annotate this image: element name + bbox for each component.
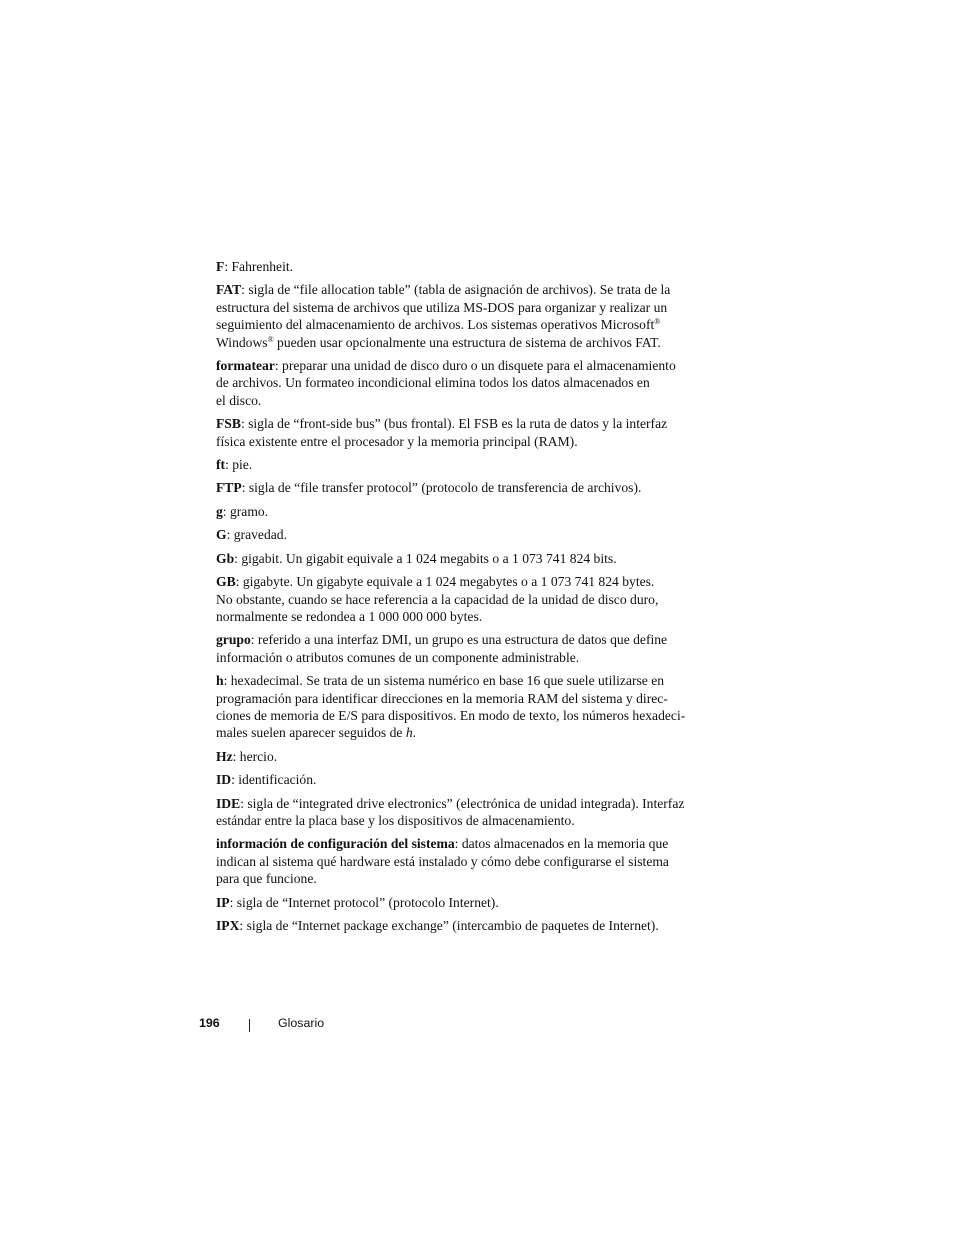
glossary-definition: Windows xyxy=(216,334,268,350)
glossary-definition: : datos almacenados en la memoria que xyxy=(454,836,669,852)
registered-mark: ® xyxy=(267,334,274,344)
entry-line xyxy=(216,526,716,543)
glossary-term: h xyxy=(216,673,224,689)
entry-line: información o atributos comunes de un componente administrable. xyxy=(216,649,580,665)
glossary-definition: : gravedad. xyxy=(226,527,287,543)
glossary-term: grupo xyxy=(216,632,251,648)
entry-line xyxy=(216,573,716,590)
entry-line xyxy=(216,334,716,351)
entry-line: programación para identificar direcciones en la memoria RAM del sistema y direc- xyxy=(216,690,668,706)
entry-line xyxy=(216,550,716,567)
glossary-definition: : referido a una interfaz DMI, un grupo es una estructura de datos que define xyxy=(250,632,668,648)
glossary-entry-g-lower xyxy=(216,503,716,520)
entry-line: para que funcione. xyxy=(216,871,317,887)
entry-line xyxy=(216,281,716,298)
glossary-entry-ftp xyxy=(216,479,716,496)
glossary-entry-gb-bit xyxy=(216,550,716,567)
section-name: Glosario xyxy=(278,1016,325,1030)
glossary-entry-system-config xyxy=(216,835,716,887)
glossary-entry-ide xyxy=(216,795,716,830)
glossary-definition: males suelen aparecer seguidos de xyxy=(216,725,406,741)
glossary-entry-fat xyxy=(216,281,716,351)
glossary-term: F xyxy=(216,259,225,274)
glossary-definition: : sigla de “Internet package exchange” (intercambio de paquetes de Internet). xyxy=(239,918,659,933)
glossary-entry-f xyxy=(216,258,716,275)
entry-line: de archivos. Un formateo incondicional elimina todos los datos almacenados en xyxy=(216,375,650,391)
glossary-term: formatear xyxy=(216,358,275,374)
glossary-definition: seguimiento del almacenamiento de archivos. Los sistemas operativos Microsoft xyxy=(216,317,655,333)
glossary-definition: : hexadecimal. Se trata de un sistema numérico en base 16 que suele utilizarse en xyxy=(223,673,665,689)
entry-line xyxy=(216,748,716,765)
entry-line xyxy=(216,672,716,689)
entry-line xyxy=(216,771,716,788)
glossary-term: g xyxy=(216,503,223,519)
glossary-term: IPX xyxy=(216,918,240,933)
glossary-term: Hz xyxy=(216,748,233,764)
entry-line: física existente entre el procesador y la memoria principal (RAM). xyxy=(216,433,578,449)
entry-line xyxy=(216,479,716,496)
glossary-entry-grupo xyxy=(216,631,716,666)
entry-line xyxy=(216,835,716,852)
glossary-term: G xyxy=(216,527,227,543)
glossary-term: FSB xyxy=(216,416,241,432)
glossary-definition: : sigla de “integrated drive electronics” (electrónica de unidad integrada). Interfaz xyxy=(240,795,685,811)
entry-line: No obstante, cuando se hace referencia a la capacidad de la unidad de disco duro, xyxy=(216,591,659,607)
glossary-term: ft xyxy=(216,457,226,473)
glossary-definition: : sigla de “file transfer protocol” (protocolo de transferencia de archivos). xyxy=(241,480,642,496)
italic-h: h xyxy=(405,725,413,741)
entry-line xyxy=(216,894,716,911)
glossary-definition: : gramo. xyxy=(222,503,269,519)
entry-line xyxy=(216,456,716,473)
glossary-definition: . xyxy=(412,725,417,741)
glossary-definition: pueden usar opcionalmente una estructura de sistema de archivos FAT. xyxy=(273,334,661,350)
glossary-entry-g-upper xyxy=(216,526,716,543)
page-footer xyxy=(0,1016,954,1036)
glossary-term: IP xyxy=(216,894,230,910)
entry-line xyxy=(216,357,716,374)
glossary-term: GB xyxy=(216,574,236,590)
glossary-term: FTP xyxy=(216,480,242,496)
entry-line xyxy=(216,724,716,741)
glossary-definition: : hercio. xyxy=(232,748,278,764)
entry-line xyxy=(216,631,716,648)
glossary-content xyxy=(216,258,716,940)
glossary-definition: : sigla de “Internet protocol” (protocolo Internet). xyxy=(229,894,499,910)
glossary-entry-id xyxy=(216,771,716,788)
glossary-definition: : pie. xyxy=(225,457,253,473)
glossary-definition: : preparar una unidad de disco duro o un disquete para el almacenamiento xyxy=(274,358,676,374)
entry-line xyxy=(216,316,716,333)
glossary-entry-gb-byte xyxy=(216,573,716,625)
glossary-entry-hz xyxy=(216,748,716,765)
entry-line: indican al sistema qué hardware está instalado y cómo debe configurarse el sistema xyxy=(216,853,669,869)
entry-line: el disco. xyxy=(216,392,262,408)
glossary-term: información de configuración del sistema xyxy=(216,836,455,852)
entry-line: ciones de memoria de E/S para dispositivos. En modo de texto, los números hexadeci- xyxy=(216,707,686,723)
glossary-definition: : gigabyte. Un gigabyte equivale a 1 024 megabytes o a 1 073 741 824 bytes. xyxy=(235,574,655,590)
registered-mark: ® xyxy=(654,317,661,327)
entry-line xyxy=(216,795,716,812)
entry-line: normalmente se redondea a 1 000 000 000 bytes. xyxy=(216,608,483,624)
entry-line xyxy=(216,503,716,520)
glossary-term: Gb xyxy=(216,550,235,566)
glossary-entry-formatear xyxy=(216,357,716,409)
glossary-term: IDE xyxy=(216,795,241,811)
glossary-entry-h xyxy=(216,672,716,742)
entry-line xyxy=(216,917,716,934)
glossary-entry-fsb xyxy=(216,415,716,450)
glossary-term: FAT xyxy=(216,282,242,298)
entry-line: estructura del sistema de archivos que utiliza MS-DOS para organizar y realizar un xyxy=(216,299,668,315)
glossary-definition: : sigla de “front-side bus” (bus frontal). El FSB es la ruta de datos y la interfaz xyxy=(240,416,668,432)
glossary-entry-ipx xyxy=(216,917,716,934)
glossary-definition: : identificación. xyxy=(231,772,317,788)
glossary-term: ID xyxy=(216,772,232,788)
glossary-definition: : Fahrenheit. xyxy=(224,259,294,274)
glossary-entry-ip xyxy=(216,894,716,911)
entry-line: estándar entre la placa base y los dispositivos de almacenamiento. xyxy=(216,812,575,828)
entry-line xyxy=(216,258,716,275)
glossary-definition: : sigla de “file allocation table” (tabla de asignación de archivos). Se trata de la xyxy=(241,282,671,298)
glossary-entry-ft xyxy=(216,456,716,473)
entry-line xyxy=(216,415,716,432)
footer-separator xyxy=(249,1019,250,1032)
page-number: 196 xyxy=(199,1016,220,1030)
glossary-definition: : gigabit. Un gigabit equivale a 1 024 megabits o a 1 073 741 824 bits. xyxy=(234,550,617,566)
